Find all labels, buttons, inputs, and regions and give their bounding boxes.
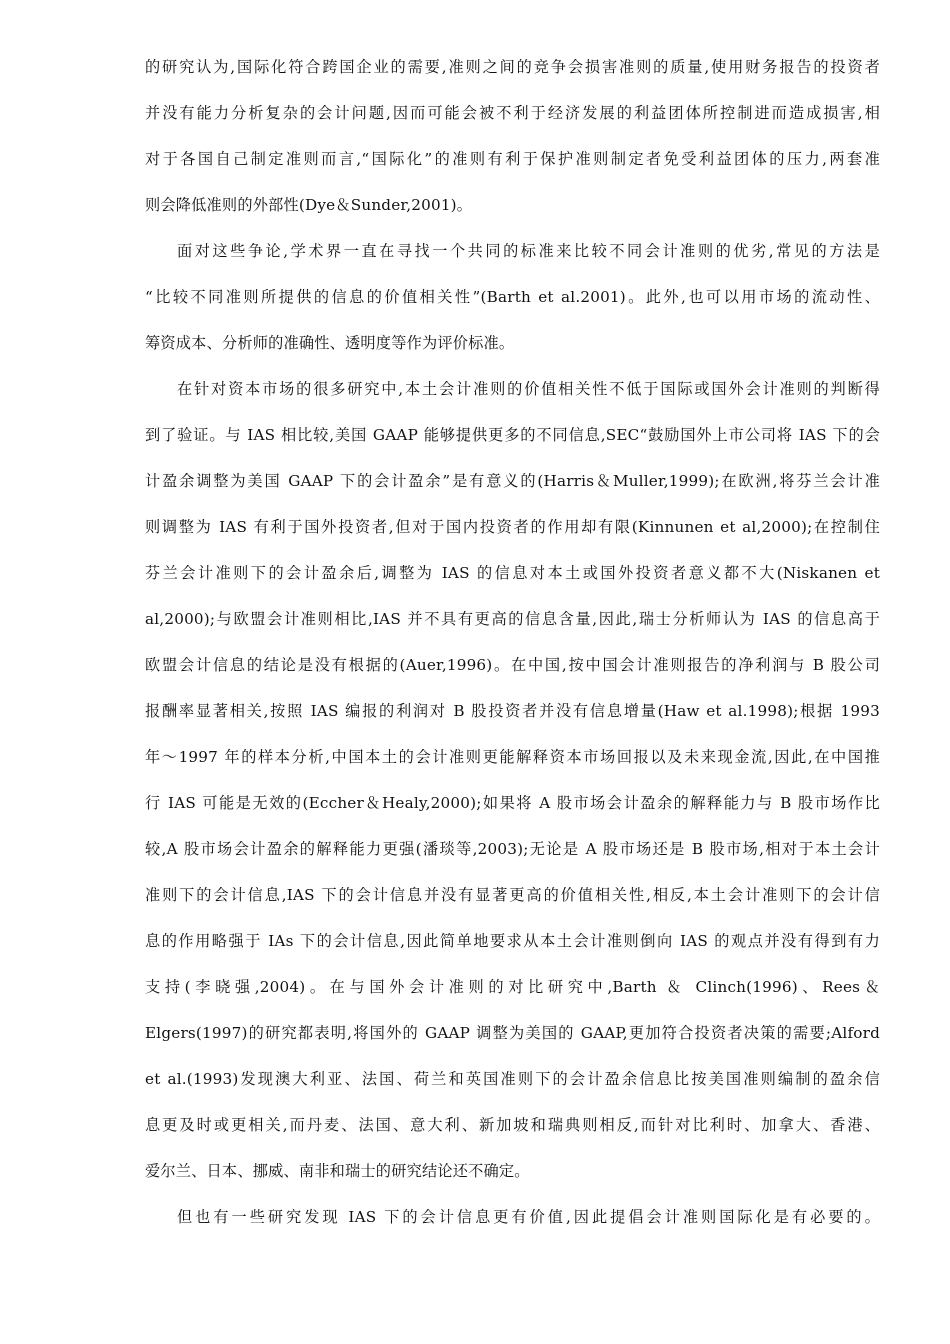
text-line: 则会降低准则的外部性(Dye＆Sunder,2001)。 bbox=[145, 196, 473, 214]
text-line: 欧盟会计信息的结论是没有根据的(Auer,1996)。在中国,按中国会计准则报告的净利润与 B 股公司 bbox=[145, 656, 880, 674]
text-line: 对于各国自己制定准则而言,“国际化”的准则有利于保护准则制定者免受利益团体的压力,两套准 bbox=[145, 150, 880, 168]
text-line: 芬兰会计准则下的会计盈余后,调整为 IAS 的信息对本土或国外投资者意义都不大(Niskanen et bbox=[145, 564, 880, 582]
text-line: 较,A 股市场会计盈余的解释能力更强(潘琰等,2003);无论是 A 股市场还是 B 股市场,相对于本土会计 bbox=[145, 840, 880, 858]
text-line: 面对这些争论,学术界一直在寻找一个共同的标准来比较不同会计准则的优劣,常见的方法是 bbox=[177, 242, 880, 260]
body-text bbox=[145, 44, 880, 1240]
text-line: et al.(1993)发现澳大利亚、法国、荷兰和英国准则下的会计盈余信息比按美国准则编制的盈余信 bbox=[145, 1070, 880, 1088]
text-line: 并没有能力分析复杂的会计问题,因而可能会被不利于经济发展的利益团体所控制进而造成损害,相 bbox=[145, 104, 880, 122]
text-line: 息更及时或更相关,而丹麦、法国、意大利、新加坡和瑞典则相反,而针对比利时、加拿大、香港、 bbox=[145, 1116, 880, 1134]
text-line: 计盈余调整为美国 GAAP 下的会计盈余”是有意义的(Harris＆Muller,1999);在欧洲,将芬兰会计准 bbox=[145, 472, 880, 490]
text-line: 的研究认为,国际化符合跨国企业的需要,准则之间的竞争会损害准则的质量,使用财务报告的投资者 bbox=[145, 58, 880, 76]
text-line: 则调整为 IAS 有利于国外投资者,但对于国内投资者的作用却有限(Kinnunen et al,2000);在控制住 bbox=[145, 518, 880, 536]
text-line: 支持(李晓强,2004)。在与国外会计准则的对比研究中,Barth ＆ Clinch(1996)、Rees＆ bbox=[145, 978, 880, 996]
text-line: 在针对资本市场的很多研究中,本土会计准则的价值相关性不低于国际或国外会计准则的判断得 bbox=[177, 380, 880, 398]
text-line: 准则下的会计信息,IAS 下的会计信息并没有显著更高的价值相关性,相反,本土会计准则下的会计信 bbox=[145, 886, 880, 904]
text-line: 爱尔兰、日本、挪威、南非和瑞士的研究结论还不确定。 bbox=[145, 1162, 530, 1180]
text-line: 息的作用略强于 IAs 下的会计信息,因此简单地要求从本土会计准则倒向 IAS 的观点并没有得到有力 bbox=[145, 932, 880, 950]
text-line: 筹资成本、分析师的准确性、透明度等作为评价标准。 bbox=[145, 334, 515, 352]
text-line: 但也有一些研究发现 IAS 下的会计信息更有价值,因此提倡会计准则国际化是有必要的。 bbox=[177, 1208, 880, 1226]
text-line: al,2000);与欧盟会计准则相比,IAS 并不具有更高的信息含量,因此,瑞士分析师认为 IAS 的信息高于 bbox=[145, 610, 880, 628]
text-line: “比较不同准则所提供的信息的价值相关性”(Barth et al.2001)。此外,也可以用市场的流动性、 bbox=[145, 288, 880, 306]
text-line: Elgers(1997)的研究都表明,将国外的 GAAP 调整为美国的 GAAP,更加符合投资者决策的需要;Alford bbox=[145, 1024, 880, 1042]
text-line: 报酬率显著相关,按照 IAS 编报的利润对 B 股投资者并没有信息增量(Haw et al.1998);根据 1993 bbox=[145, 702, 880, 720]
text-line: 到了验证。与 IAS 相比较,美国 GAAP 能够提供更多的不同信息,SEC“鼓励国外上市公司将 IAS 下的会 bbox=[145, 426, 880, 444]
text-line: 行 IAS 可能是无效的(Eccher＆Healy,2000);如果将 A 股市场会计盈余的解释能力与 B 股市场作比 bbox=[145, 794, 880, 812]
text-line: 年～1997 年的样本分析,中国本土的会计准则更能解释资本市场回报以及未来现金流,因此,在中国推 bbox=[145, 748, 880, 766]
